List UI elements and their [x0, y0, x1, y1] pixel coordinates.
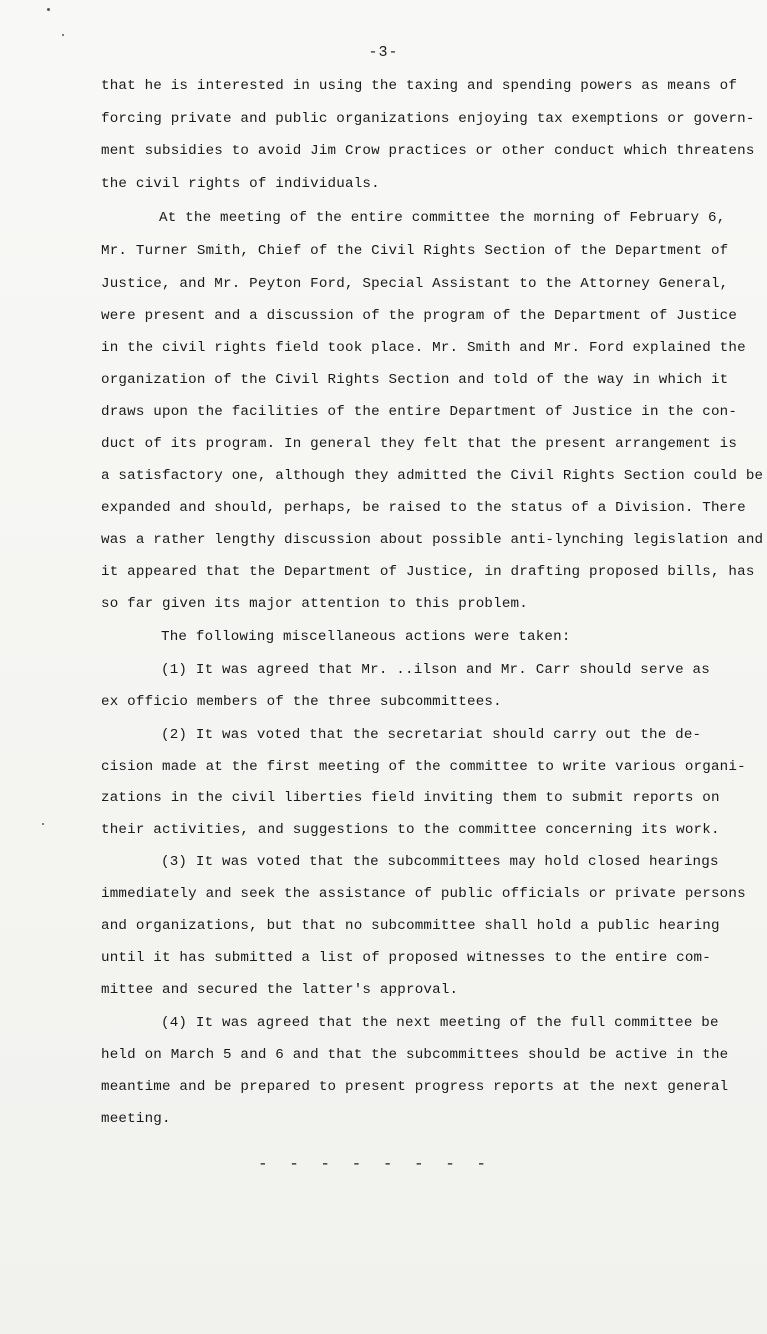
text-line: a satisfactory one, although they admitted the Civil Rights Section could be	[101, 468, 764, 484]
paper-speck	[62, 34, 64, 36]
text-line: organization of the Civil Rights Section and told of the way in which it	[101, 372, 729, 388]
text-line: ex officio members of the three subcommittees.	[101, 694, 502, 710]
text-line: held on March 5 and 6 and that the subcommittees should be active in the	[101, 1047, 729, 1063]
text-line: cision made at the first meeting of the committee to write various organi-	[101, 759, 746, 775]
text-line: meeting.	[101, 1111, 171, 1127]
text-line: forcing private and public organizations enjoying tax exemptions or govern-	[101, 111, 755, 127]
text-line: At the meeting of the entire committee the morning of February 6,	[159, 210, 726, 226]
text-line: the civil rights of individuals.	[101, 176, 380, 192]
text-line: expanded and should, perhaps, be raised to the status of a Division. There	[101, 500, 746, 516]
text-line: until it has submitted a list of proposed witnesses to the entire com-	[101, 950, 711, 966]
text-line: (2) It was voted that the secretariat should carry out the de-	[161, 727, 702, 743]
text-line: were present and a discussion of the program of the Department of Justice	[101, 308, 738, 324]
text-line: duct of its program. In general they felt that the present arrangement is	[101, 436, 738, 452]
text-line: draws upon the facilities of the entire Department of Justice in the con-	[101, 404, 738, 420]
text-line: (4) It was agreed that the next meeting of the full committee be	[161, 1015, 719, 1031]
text-line: immediately and seek the assistance of public officials or private persons	[101, 886, 746, 902]
text-line: Mr. Turner Smith, Chief of the Civil Rights Section of the Department of	[101, 243, 729, 259]
text-line: zations in the civil liberties field inviting them to submit reports on	[101, 790, 720, 806]
text-line: mittee and secured the latter's approval.	[101, 982, 459, 998]
page-number: -3-	[368, 44, 399, 61]
text-line: so far given its major attention to this problem.	[101, 596, 528, 612]
text-line: The following miscellaneous actions were taken:	[161, 629, 571, 645]
text-line: and organizations, but that no subcommittee shall hold a public hearing	[101, 918, 720, 934]
text-line: (1) It was agreed that Mr. ..ilson and Mr. Carr should serve as	[161, 662, 710, 678]
text-line: (3) It was voted that the subcommittees may hold closed hearings	[161, 854, 719, 870]
text-line: that he is interested in using the taxing and spending powers as means of	[101, 78, 738, 94]
text-line: ment subsidies to avoid Jim Crow practices or other conduct which threatens	[101, 143, 755, 159]
text-line: in the civil rights field took place. Mr. Smith and Mr. Ford explained the	[101, 340, 746, 356]
text-line: meantime and be prepared to present progress reports at the next general	[101, 1079, 729, 1095]
end-mark: - - - - - - - -	[258, 1155, 493, 1173]
paper-speck	[47, 8, 50, 11]
text-line: it appeared that the Department of Justice, in drafting proposed bills, has	[101, 564, 755, 580]
paper-speck	[42, 823, 44, 825]
text-line: their activities, and suggestions to the committee concerning its work.	[101, 822, 720, 838]
text-line: was a rather lengthy discussion about possible anti-lynching legislation and	[101, 532, 764, 548]
text-line: Justice, and Mr. Peyton Ford, Special Assistant to the Attorney General,	[101, 276, 729, 292]
